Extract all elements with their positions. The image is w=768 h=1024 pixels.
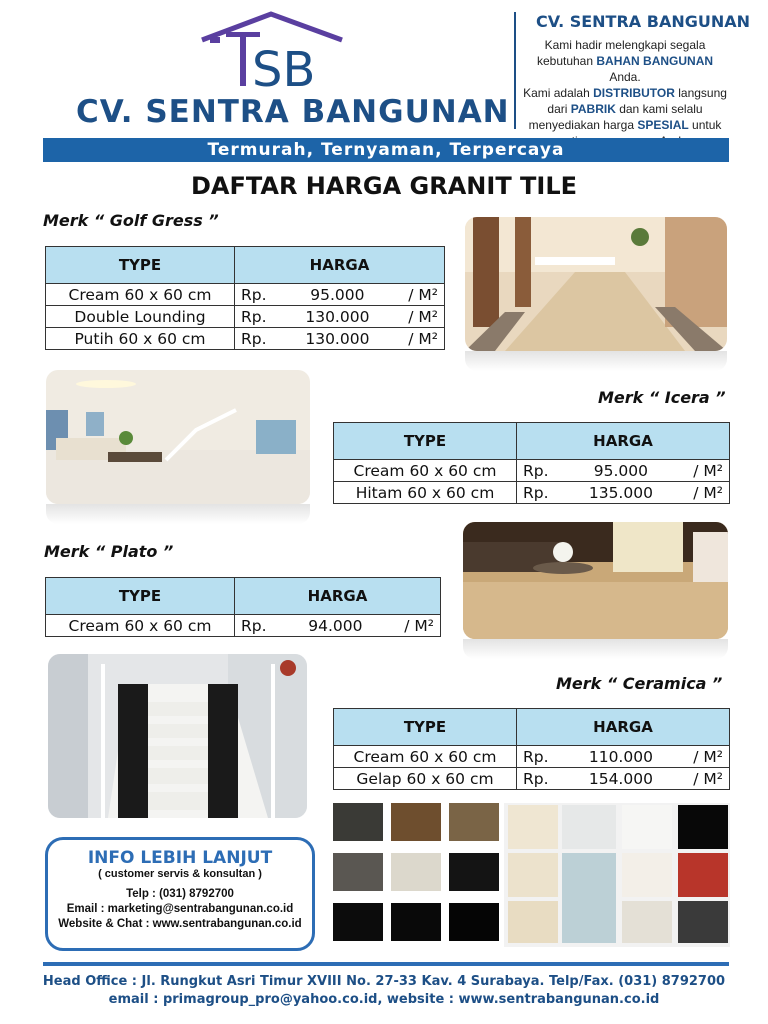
photo-reflection bbox=[463, 639, 728, 659]
col-type: TYPE bbox=[46, 578, 235, 615]
info-telp: Telp : (031) 8792700 bbox=[126, 888, 234, 900]
col-price: HARGA bbox=[235, 578, 441, 615]
price-cell: Rp. 135.000 / M² bbox=[517, 482, 730, 504]
merk-golf-gress: Merk “ Golf Gress ” bbox=[43, 211, 219, 230]
type-cell: Hitam 60 x 60 cm bbox=[334, 482, 517, 504]
type-cell: Cream 60 x 60 cm bbox=[334, 746, 517, 768]
tile-swatch bbox=[391, 853, 441, 891]
footer-address: Head Office : Jl. Rungkut Asri Timur XVIII No. 27-33 Kav. 4 Surabaya. Telp/Fax. (031) 8792700 bbox=[42, 974, 726, 989]
price-table-icera bbox=[333, 422, 730, 504]
tile-swatch bbox=[678, 901, 728, 943]
tile-swatch bbox=[508, 805, 558, 849]
price-table-golf-gress bbox=[45, 246, 445, 350]
footer-contact: email : primagroup_pro@yahoo.co.id, website : www.sentrabangunan.co.id bbox=[108, 992, 660, 1007]
price-cell: Rp. 95.000 / M² bbox=[517, 460, 730, 482]
tile-swatch bbox=[678, 805, 728, 849]
tile-swatch bbox=[562, 853, 616, 943]
tile-swatch bbox=[333, 903, 383, 941]
col-price: HARGA bbox=[517, 423, 730, 460]
info-subtitle: ( customer servis & konsultan ) bbox=[98, 868, 262, 880]
photo-lounge bbox=[463, 522, 728, 639]
tile-swatch bbox=[333, 853, 383, 891]
tile-swatch bbox=[622, 805, 672, 849]
tile-swatches-left bbox=[333, 803, 501, 947]
col-type: TYPE bbox=[334, 423, 517, 460]
table-row bbox=[46, 306, 445, 328]
photo-reflection bbox=[465, 351, 727, 371]
table-row bbox=[334, 482, 730, 504]
price-table-plato bbox=[45, 577, 441, 637]
type-cell: Cream 60 x 60 cm bbox=[46, 284, 235, 306]
table-row bbox=[46, 328, 445, 350]
price-cell: Rp. 130.000 / M² bbox=[235, 306, 445, 328]
price-cell: Rp. 95.000 / M² bbox=[235, 284, 445, 306]
tile-swatch bbox=[449, 803, 499, 841]
brand-name: CV. SENTRA BANGUNAN bbox=[76, 94, 510, 130]
col-type: TYPE bbox=[334, 709, 517, 746]
tile-swatch bbox=[508, 901, 558, 943]
merk-ceramica: Merk “ Ceramica ” bbox=[556, 674, 723, 693]
price-cell: Rp. 130.000 / M² bbox=[235, 328, 445, 350]
desc-line: Kami hadir melengkapi segala bbox=[544, 38, 706, 52]
tile-swatch bbox=[449, 903, 499, 941]
side-title: CV. SENTRA BANGUNAN bbox=[536, 12, 750, 31]
type-cell: Double Lounding bbox=[46, 306, 235, 328]
type-cell: Gelap 60 x 60 cm bbox=[334, 768, 517, 790]
logo-letters: SB bbox=[252, 42, 316, 92]
table-row bbox=[46, 284, 445, 306]
company-logo bbox=[196, 10, 346, 92]
desc-line: kebutuhan BAHAN BANGUNAN Anda. bbox=[536, 54, 714, 84]
tile-swatch bbox=[622, 853, 672, 897]
col-price: HARGA bbox=[517, 709, 730, 746]
col-price: HARGA bbox=[235, 247, 445, 284]
price-cell: Rp. 94.000 / M² bbox=[235, 615, 441, 637]
table-row bbox=[46, 615, 441, 637]
info-email[interactable]: Email : marketing@sentrabangunan.co.id bbox=[66, 903, 294, 915]
info-box bbox=[45, 837, 315, 951]
tile-swatch bbox=[622, 901, 672, 943]
price-cell: Rp. 110.000 / M² bbox=[517, 746, 730, 768]
tile-swatch bbox=[562, 805, 616, 849]
desc-line: dari PABRIK dan kami selalu bbox=[547, 102, 703, 116]
tile-swatch bbox=[333, 803, 383, 841]
tagline-bar: Termurah, Ternyaman, Terpercaya bbox=[43, 138, 729, 162]
company-description bbox=[520, 37, 730, 149]
photo-reflection bbox=[46, 504, 310, 524]
photo-living-room bbox=[46, 370, 310, 504]
table-row bbox=[334, 460, 730, 482]
tile-swatch bbox=[391, 803, 441, 841]
type-cell: Cream 60 x 60 cm bbox=[334, 460, 517, 482]
tile-swatch bbox=[449, 853, 499, 891]
tile-swatch bbox=[678, 853, 728, 897]
tile-swatch bbox=[391, 903, 441, 941]
desc-line: Kami adalah DISTRIBUTOR langsung bbox=[523, 86, 727, 100]
tile-swatches-right bbox=[504, 803, 730, 947]
merk-icera: Merk “ Icera ” bbox=[598, 388, 726, 407]
page-title: DAFTAR HARGA GRANIT TILE bbox=[190, 172, 578, 200]
tile-swatch bbox=[508, 853, 558, 897]
divider bbox=[514, 12, 516, 129]
type-cell: Putih 60 x 60 cm bbox=[46, 328, 235, 350]
price-cell: Rp. 154.000 / M² bbox=[517, 768, 730, 790]
merk-plato: Merk “ Plato ” bbox=[44, 542, 174, 561]
desc-line: menyediakan harga SPESIAL untuk bbox=[528, 118, 722, 132]
table-row bbox=[334, 768, 730, 790]
footer-divider bbox=[43, 962, 729, 966]
table-row bbox=[334, 746, 730, 768]
col-type: TYPE bbox=[46, 247, 235, 284]
type-cell: Cream 60 x 60 cm bbox=[46, 615, 235, 637]
info-title: INFO LEBIH LANJUT bbox=[87, 848, 273, 868]
price-table-ceramica bbox=[333, 708, 730, 790]
photo-stairs bbox=[48, 654, 307, 818]
photo-corridor bbox=[465, 217, 727, 351]
info-website[interactable]: Website & Chat : www.sentrabangunan.co.id bbox=[58, 918, 302, 930]
